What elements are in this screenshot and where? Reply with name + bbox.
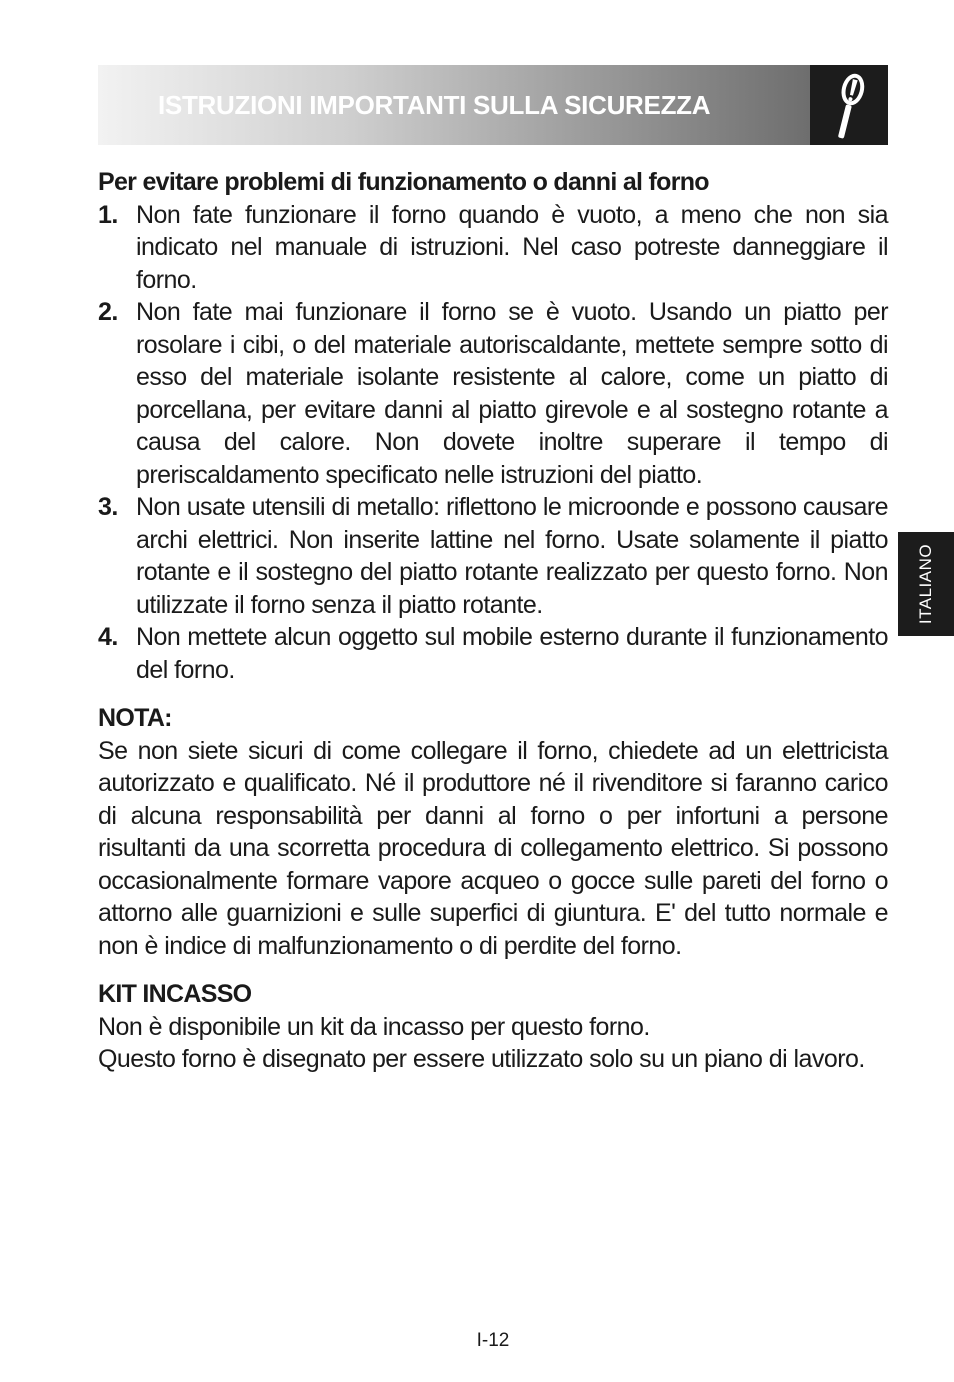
page-title: ISTRUZIONI IMPORTANTI SULLA SICUREZZA — [158, 90, 711, 120]
language-side-tab — [898, 532, 954, 636]
item-text: Non usate utensili di metallo: riflettono le microonde e possono causare archi elettrici. Non inserite lattine nel forno. Usate solamente il piatto rotante e il sostegno del piatto rotante realizzato per questo forno. Non utilizzate il forno senza il piatto rotante. — [136, 493, 888, 619]
item-number: 1. — [98, 200, 118, 229]
section-title-kit: KIT INCASSO — [98, 980, 252, 1008]
item-number: 2. — [98, 298, 118, 326]
list-item — [98, 491, 888, 621]
item-text: Non mettete alcun oggetto sul mobile esterno durante il funzionamento del forno. — [136, 623, 888, 684]
kit-line-1: Non è disponibile un kit da incasso per questo forno. — [98, 1012, 650, 1041]
item-number: 4. — [98, 623, 118, 651]
warning-exclamation-icon — [832, 69, 866, 141]
list-item — [98, 199, 888, 297]
language-label: ITALIANO — [916, 543, 935, 625]
item-text: Non fate funzionare il forno quando è vuoto, a meno che non sia indicato nel manuale di istruzioni. Nel caso potreste danneggiare il forno. — [136, 200, 888, 294]
list-item — [98, 296, 888, 491]
section-title-problems: Per evitare problemi di funzionamento o danni al forno — [98, 168, 709, 196]
header-icon-box — [810, 65, 888, 145]
section-title-note: NOTA: — [98, 704, 172, 732]
page-number: I-12 — [476, 1330, 510, 1351]
kit-line-2: Questo forno è disegnato per essere utilizzato solo su un piano di lavoro. — [98, 1045, 865, 1073]
list-item — [98, 621, 888, 686]
main-content — [98, 166, 888, 1076]
header-band — [98, 65, 810, 145]
note-paragraph: Se non siete sicuri di come collegare il forno, chiedete ad un elettricista autorizzato e qualificato. Né il produttore né il rivenditore si faranno carico di alcuna responsabilità per danni al forno o per infortuni a persone risultanti da una scorretta procedura di collegamento elettrico. Si possono occasionalmente formare vapore acqueo o gocce sulle pareti del forno o attorno alle guarnizioni e sulle superfici di giuntura. E' del tutto normale e non è indice di malfunzionamento o di perdite del forno. — [98, 736, 888, 960]
instructions-list — [98, 199, 888, 687]
item-number: 3. — [98, 493, 118, 521]
item-text: Non fate mai funzionare il forno se è vuoto. Usando un piatto per rosolare i cibi, o del materiale autoriscaldante, mettete sempre sotto di esso del materiale isolante resistente al calore, come un piatto di porcellana, per evitare danni al piatto girevole e al sostegno rotante a causa del calore. Non dovete inoltre superare il tempo di preriscaldamento specificato nelle istruzioni del piatto. — [136, 298, 888, 489]
